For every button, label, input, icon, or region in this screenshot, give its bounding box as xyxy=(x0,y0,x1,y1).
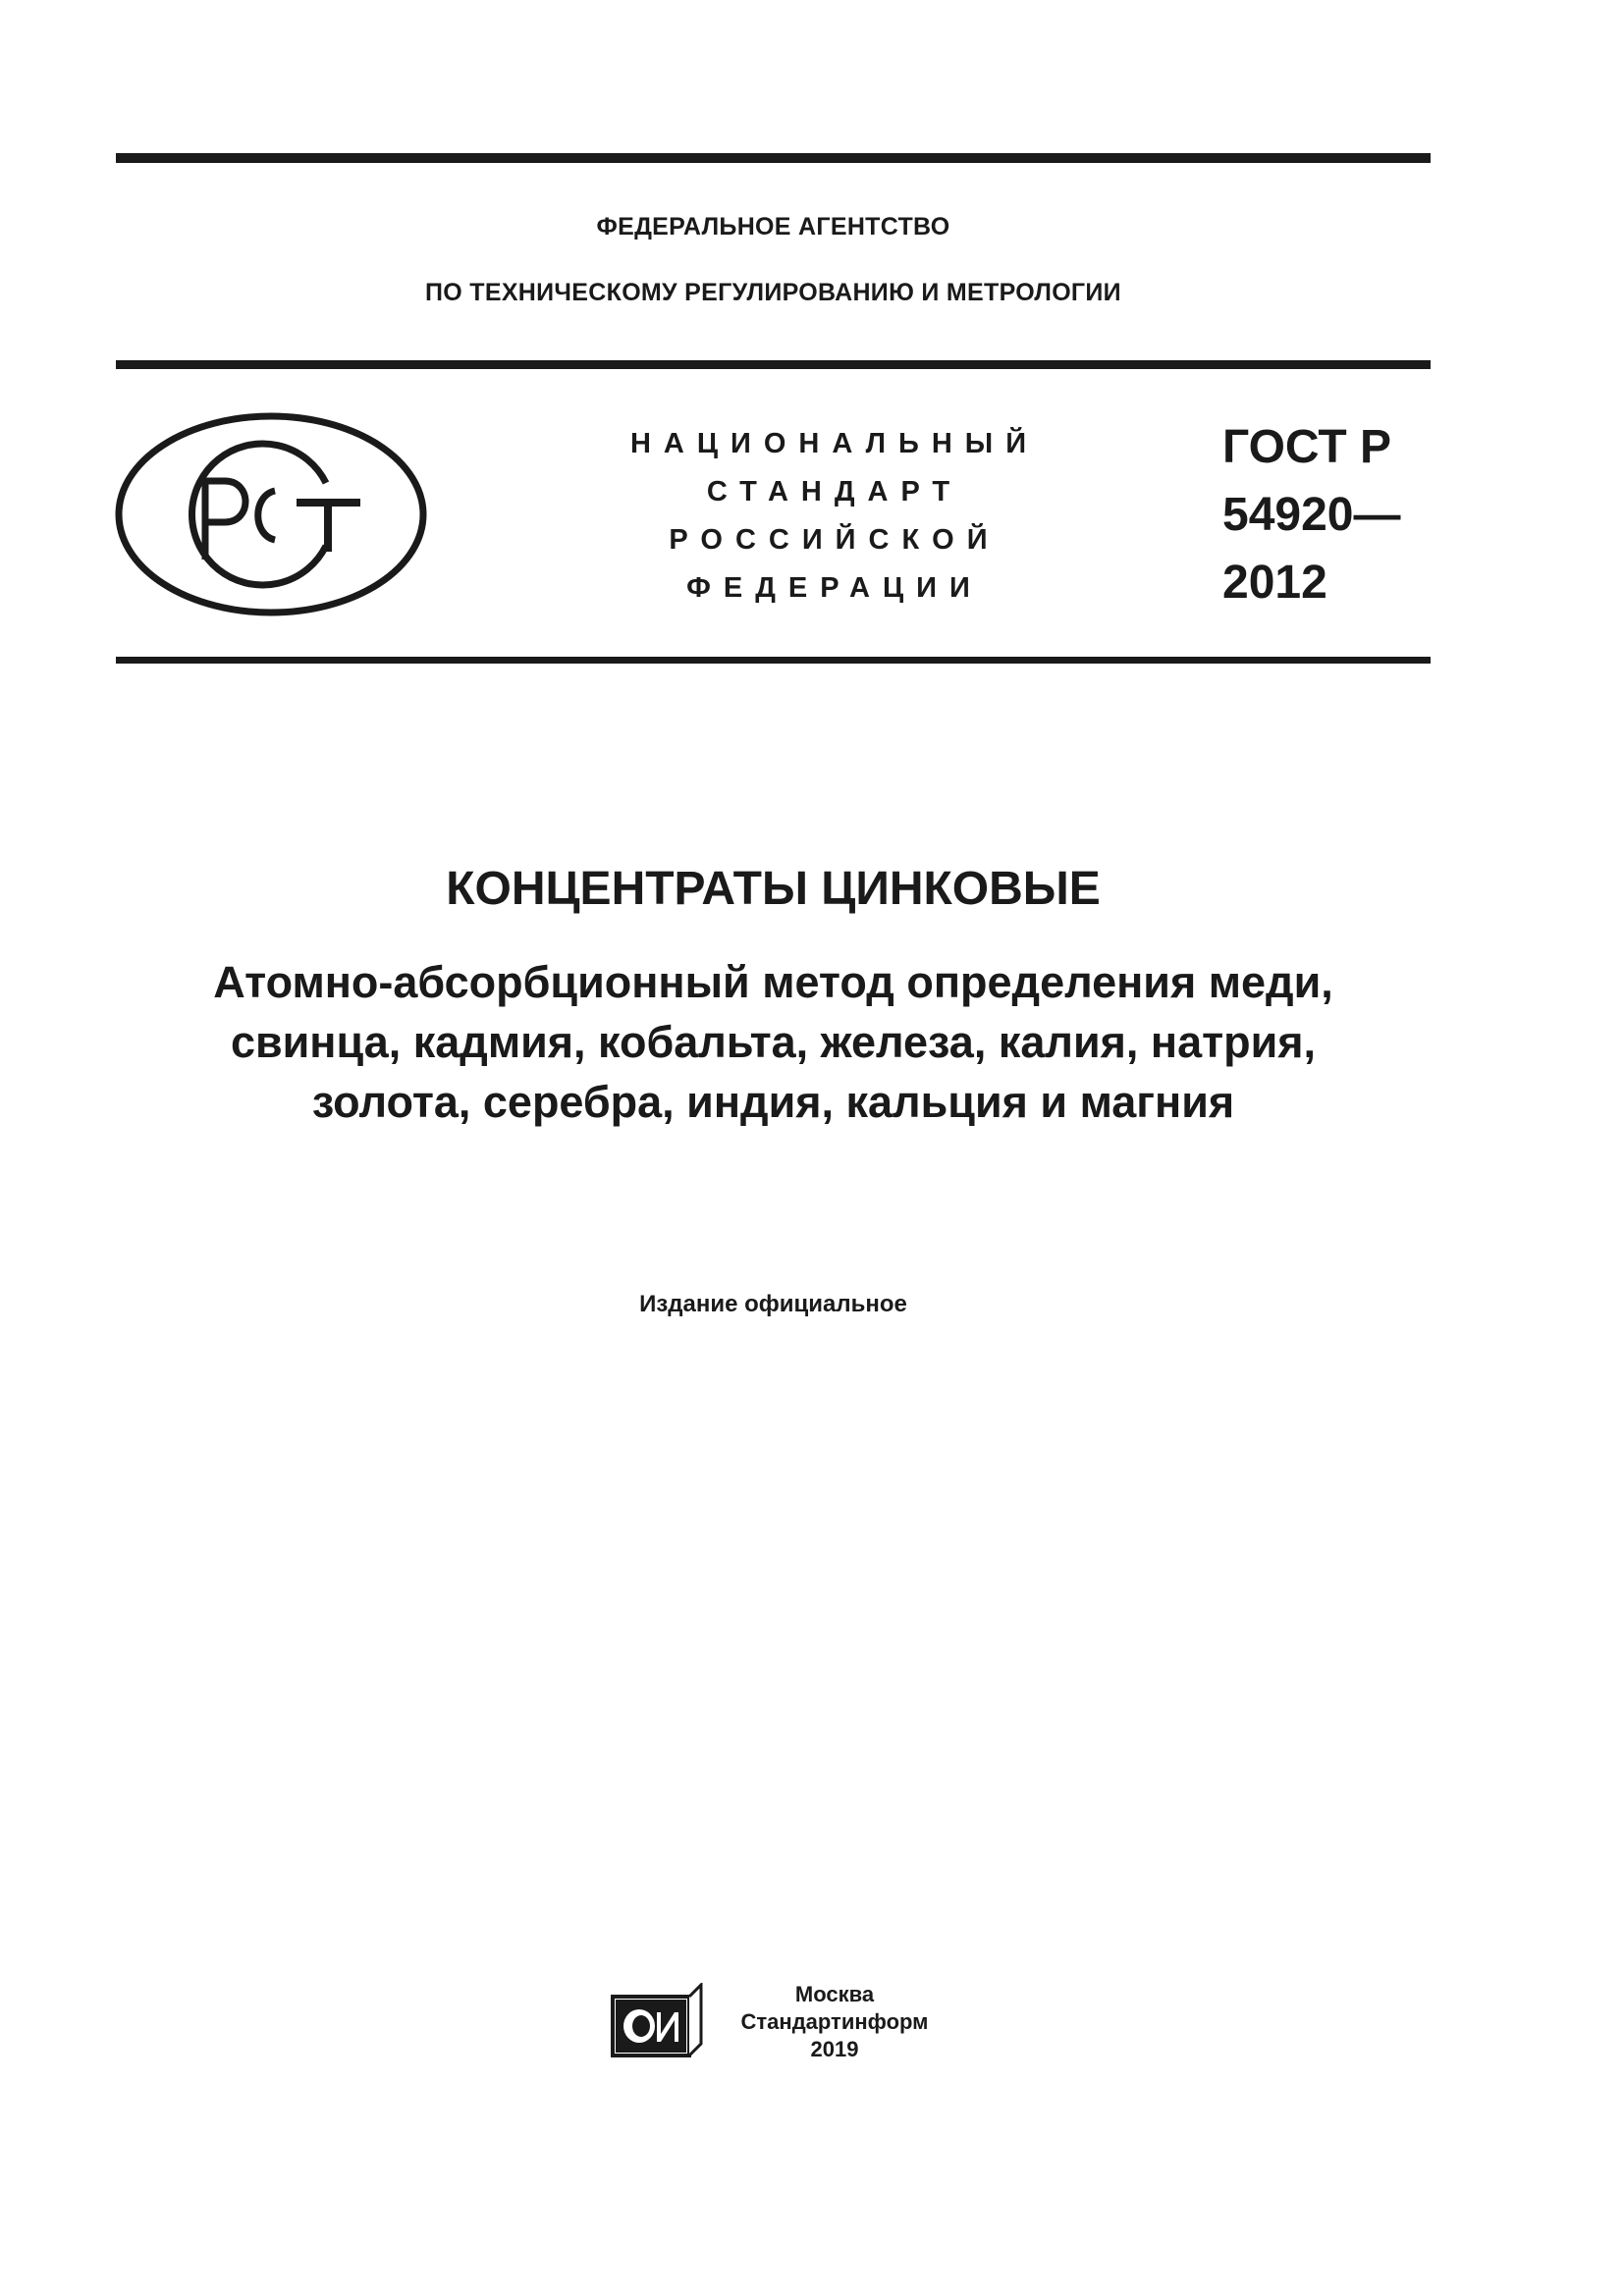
national-line-4: ФЕДЕРАЦИИ xyxy=(686,572,983,604)
publisher-name: Стандартинформ xyxy=(740,2009,929,2034)
national-line-3: РОССИЙСКОЙ xyxy=(669,524,1001,556)
designation-line-1: ГОСТ Р xyxy=(1222,421,1392,473)
national-line-2: СТАНДАРТ xyxy=(706,476,963,507)
bottom-rule xyxy=(116,657,1431,664)
middle-rule xyxy=(116,360,1431,369)
national-line-1: НАЦИОНАЛЬНЫЙ xyxy=(629,428,1040,459)
top-rule xyxy=(116,153,1431,163)
publication-year: 2019 xyxy=(810,2037,859,2061)
publisher-info xyxy=(707,1981,962,2063)
rst-logo-icon xyxy=(115,412,427,616)
national-standard-label xyxy=(589,420,1080,613)
standartinform-logo-icon xyxy=(610,1983,704,2061)
agency-name-line1: ФЕДЕРАЛЬНОЕ АГЕНТСТВО xyxy=(596,213,950,240)
agency-name-line2: ПО ТЕХНИЧЕСКОМУ РЕГУЛИРОВАНИЮ И МЕТРОЛОГИИ xyxy=(425,279,1121,306)
document-title: КОНЦЕНТРАТЫ ЦИНКОВЫЕ xyxy=(446,863,1101,915)
document-subtitle xyxy=(116,952,1431,1132)
designation-line-3: 2012 xyxy=(1222,557,1327,609)
designation-line-2: 54920— xyxy=(1222,489,1401,541)
standard-designation xyxy=(1222,413,1431,616)
subtitle-line-3: золота, серебра, индия, кальция и магния xyxy=(311,1077,1235,1127)
subtitle-line-2: свинца, кадмия, кобальта, железа, калия, натрия, xyxy=(230,1017,1317,1067)
subtitle-line-1: Атомно-абсорбционный метод определения меди, xyxy=(213,957,1333,1007)
edition-label: Издание официальное xyxy=(639,1291,907,1317)
publisher-city: Москва xyxy=(794,1982,875,2006)
